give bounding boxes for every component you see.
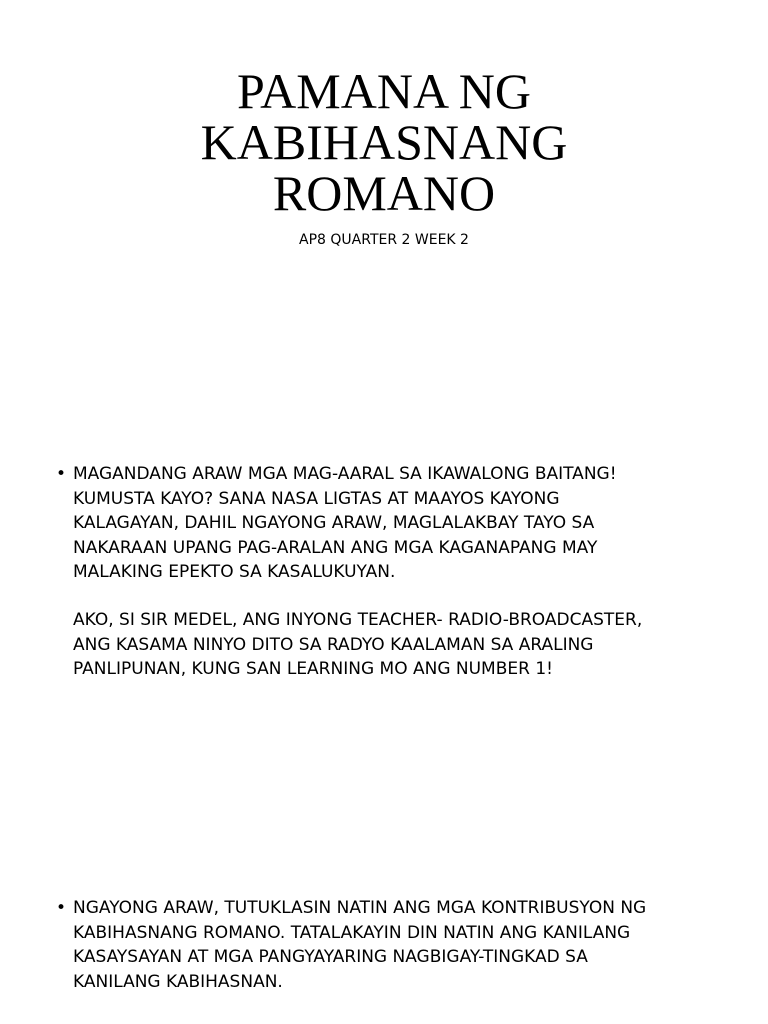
text-line: KALAGAYAN, DAHIL NGAYONG ARAW, MAGLALAKBAY TAYO SA <box>73 513 595 533</box>
text-line: KASAYSAYAN AT MGA PANGYAYARING NAGBIGAY-TINGKAD SA <box>73 947 588 967</box>
text-line: NAKARAAN UPANG PAG-ARALAN ANG MGA KAGANAPANG MAY <box>73 537 598 558</box>
text-line: AKO, SI SIR MEDEL, ANG INYONG TEACHER- RADIO-BROADCASTER, <box>73 610 643 630</box>
text-line: ANG KASAMA NINYO DITO SA RADYO KAALAMAN SA ARALING <box>73 634 594 655</box>
introduction-paragraph <box>56 608 746 682</box>
slide-title <box>84 63 684 221</box>
text-line: KUMUSTA KAYO? SANA NASA LIGTAS AT MAAYOS KAYONG <box>73 488 560 509</box>
title-slide <box>0 0 768 430</box>
title-line: KABIHASNANG <box>200 114 568 170</box>
title-line: ROMANO <box>272 165 496 221</box>
title-line: PAMANA NG <box>236 63 532 119</box>
paragraph-text <box>73 896 746 994</box>
text-line: KABIHASNANG ROMANO. TATALAKAYIN DIN NATIN ANG KANILANG <box>73 922 631 943</box>
paragraph-text <box>73 462 746 585</box>
text-line: KANILANG KABIHASNAN. <box>73 971 283 992</box>
slide-subtitle: AP8 QUARTER 2 WEEK 2 <box>299 232 469 248</box>
text-line: PANLIPUNAN, KUNG SAN LEARNING MO ANG NUMBER 1! <box>73 659 553 679</box>
text-line: MALAKING EPEKTO SA KASALUKUYAN. <box>73 562 396 582</box>
text-line: MAGANDANG ARAW MGA MAG-AARAL SA IKAWALONG BAITANG! <box>73 464 617 484</box>
bullet-point: • <box>56 898 67 918</box>
text-line: NGAYONG ARAW, TUTUKLASIN NATIN ANG MGA KONTRIBUSYON NG <box>73 898 647 918</box>
bullet-point: • <box>56 464 67 484</box>
paragraph-text <box>73 608 746 682</box>
topic-paragraph <box>56 896 746 994</box>
greeting-paragraph <box>56 462 746 585</box>
